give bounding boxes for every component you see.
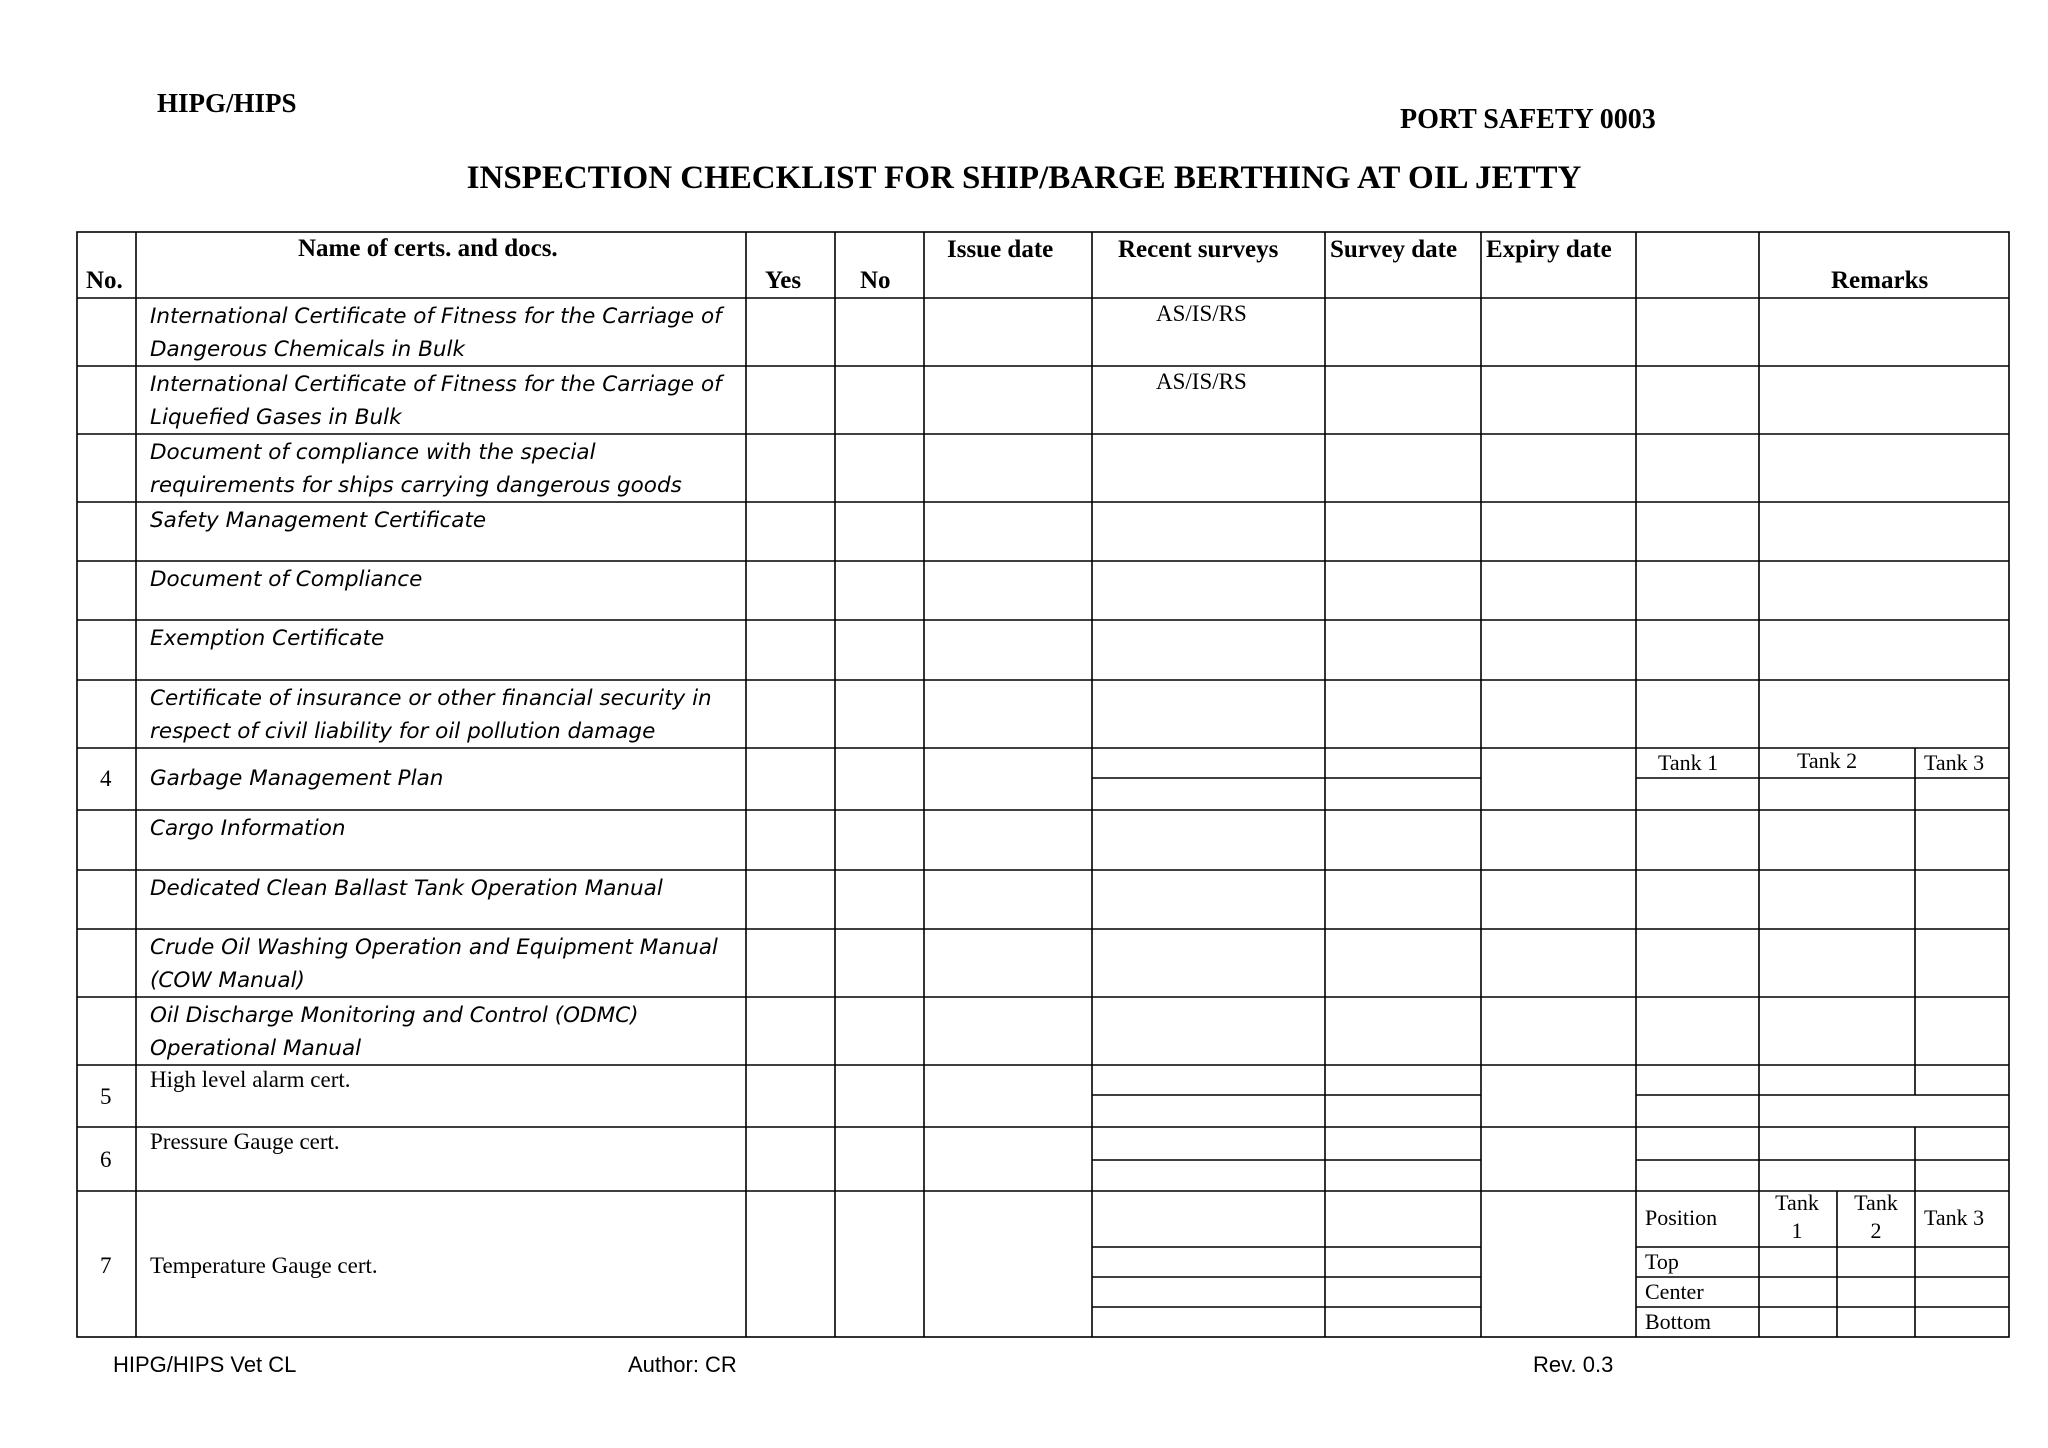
temp-position-header: Position <box>1645 1205 1718 1230</box>
col-header-yes: Yes <box>765 267 802 294</box>
temp-tank-2-header-b: 2 <box>1870 1218 1882 1243</box>
row-14-name: Pressure Gauge cert. <box>150 1129 340 1154</box>
row-4-name: Safety Management Certificate <box>150 508 487 533</box>
temp-position-bottom: Bottom <box>1645 1309 1712 1334</box>
temp-tank-1-header-a: Tank <box>1775 1190 1819 1215</box>
col-header-issue-date: Issue date <box>947 236 1054 263</box>
row-13-name: High level alarm cert. <box>150 1067 351 1092</box>
col-header-recent-surveys: Recent surveys <box>1118 236 1279 263</box>
row-13-number: 5 <box>100 1084 112 1109</box>
footer-revision: Rev. 0.3 <box>1533 1352 1614 1377</box>
row-12-name: Oil Discharge Monitoring and Control (ODMC) Operational Manual <box>150 1003 639 1061</box>
col-header-expiry-date: Expiry date <box>1486 236 1612 263</box>
col-header-remarks: Remarks <box>1831 267 1929 294</box>
temp-tank-3-header: Tank 3 <box>1924 1205 1985 1230</box>
temp-tank-1-header-b: 1 <box>1791 1218 1803 1243</box>
row-1-name: International Certificate of Fitness for the Carriage of Dangerous Chemicals in Bulk <box>150 304 722 362</box>
row-15-name: Temperature Gauge cert. <box>150 1253 378 1278</box>
row-10-name: Dedicated Clean Ballast Tank Operation Manual <box>150 876 663 901</box>
row-6-name: Exemption Certificate <box>150 626 385 651</box>
col-header-name: Name of certs. and docs. <box>298 235 558 262</box>
temp-position-top: Top <box>1645 1249 1679 1274</box>
tank-3-label: Tank 3 <box>1924 750 1985 775</box>
form-number: PORT SAFETY 0003 <box>1400 104 1656 135</box>
row-2-recent-surveys: AS/IS/RS <box>1156 369 1247 394</box>
row-3-name: Document of compliance with the special requirements for ships carrying dangerous goods <box>150 440 682 498</box>
row-11-name: Crude Oil Washing Operation and Equipment Manual (COW Manual) <box>150 935 718 993</box>
row-14-number: 6 <box>100 1147 112 1172</box>
tank-2-label: Tank 2 <box>1797 748 1858 773</box>
row-5-name: Document of Compliance <box>150 567 423 592</box>
temp-tank-2-header-a: Tank <box>1854 1190 1898 1215</box>
page-title: INSPECTION CHECKLIST FOR SHIP/BARGE BERTHING AT OIL JETTY <box>466 160 1582 196</box>
tank-1-label: Tank 1 <box>1658 750 1719 775</box>
temp-position-center: Center <box>1645 1279 1704 1304</box>
row-15-number: 7 <box>100 1253 112 1278</box>
col-header-no: No. <box>86 267 123 294</box>
row-8-name: Garbage Management Plan <box>150 766 444 791</box>
col-header-survey-date: Survey date <box>1330 236 1458 263</box>
footer-document-id: HIPG/HIPS Vet CL <box>113 1352 297 1377</box>
row-8-number: 4 <box>100 766 112 791</box>
row-2-name: International Certificate of Fitness for the Carriage of Liquefied Gases in Bulk <box>150 372 722 430</box>
row-1-recent-surveys: AS/IS/RS <box>1156 301 1247 326</box>
footer-author: Author: CR <box>628 1352 737 1377</box>
row-7-name: Certificate of insurance or other financial security in respect of civil liability for oil pollution damage <box>150 686 712 744</box>
col-header-no-answer: No <box>860 267 891 294</box>
row-9-name: Cargo Information <box>150 816 346 841</box>
organization-label: HIPG/HIPS <box>157 88 297 118</box>
